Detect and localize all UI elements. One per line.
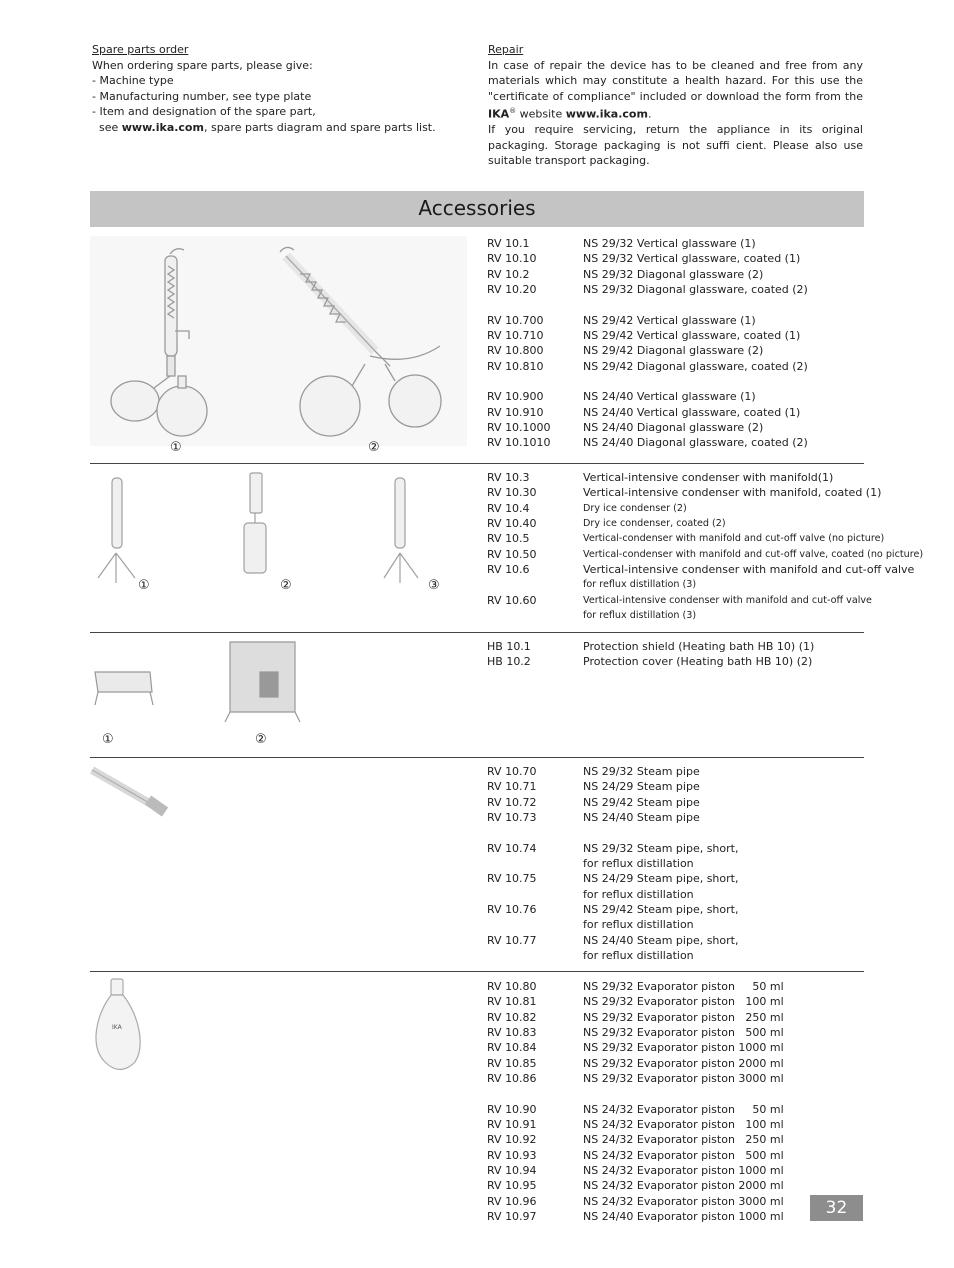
accessory-description: NS 24/40 Steam pipe bbox=[583, 811, 700, 825]
accessory-row bbox=[487, 608, 923, 623]
marker-2: ② bbox=[368, 440, 380, 455]
accessory-description: NS 29/32 Evaporator piston 50 ml bbox=[583, 980, 784, 993]
order-code: RV 10.71 bbox=[487, 780, 537, 794]
order-code: RV 10.4 bbox=[487, 501, 530, 515]
order-code: RV 10.97 bbox=[487, 1210, 537, 1224]
accessory-description: NS 29/32 Evaporator piston 2000 ml bbox=[583, 1056, 784, 1070]
accessory-row bbox=[487, 871, 738, 886]
order-code bbox=[487, 856, 583, 871]
order-code: RV 10.1 bbox=[487, 237, 530, 250]
accessory-description: NS 29/32 Evaporator piston 1000 ml bbox=[583, 1041, 784, 1055]
accessory-description: NS 29/42 Diagonal glassware (2) bbox=[583, 344, 764, 358]
accessory-description: NS 24/32 Evaporator piston 250 ml bbox=[583, 1133, 784, 1147]
order-code: RV 10.91 bbox=[487, 1118, 537, 1132]
accessory-description: NS 29/32 Evaporator piston 500 ml bbox=[583, 1026, 784, 1040]
accessory-row bbox=[487, 267, 808, 282]
marker-1: ① bbox=[170, 440, 182, 455]
accessory-description: Vertical-intensive condenser with manifold and cut-off valve bbox=[583, 594, 872, 606]
registered-mark: ® bbox=[509, 107, 517, 115]
accessory-description: NS 24/29 Steam pipe, short, bbox=[583, 872, 739, 886]
order-code bbox=[487, 887, 583, 902]
order-code: RV 10.900 bbox=[487, 390, 544, 404]
spare-parts-block bbox=[92, 42, 436, 135]
accessory-description: NS 29/32 Steam pipe bbox=[583, 765, 700, 778]
section-protection bbox=[90, 637, 864, 758]
accessories-title: Accessories bbox=[418, 196, 536, 220]
accessory-row bbox=[487, 389, 808, 404]
accessory-row bbox=[487, 282, 808, 297]
order-code: RV 10.76 bbox=[487, 903, 537, 917]
accessory-row bbox=[487, 933, 738, 948]
order-code: RV 10.93 bbox=[487, 1148, 537, 1162]
accessory-description: NS 24/29 Steam pipe bbox=[583, 780, 700, 794]
accessory-row bbox=[487, 485, 923, 500]
order-code: RV 10.710 bbox=[487, 329, 544, 343]
accessory-description: NS 29/42 Diagonal glassware, coated (2) bbox=[583, 359, 808, 373]
accessory-description: Protection shield (Heating bath HB 10) (1) bbox=[583, 640, 815, 653]
order-code: RV 10.85 bbox=[487, 1056, 537, 1070]
accessory-description: for reflux distillation bbox=[583, 949, 694, 963]
accessory-row bbox=[487, 902, 738, 917]
order-code: RV 10.75 bbox=[487, 872, 537, 886]
accessory-description: NS 29/42 Vertical glassware, coated (1) bbox=[583, 329, 801, 343]
accessory-description: NS 29/42 Steam pipe bbox=[583, 795, 700, 809]
order-code: RV 10.5 bbox=[487, 532, 530, 546]
accessory-description: for reflux distillation bbox=[583, 918, 694, 932]
repair-block bbox=[488, 42, 863, 169]
accessory-row bbox=[487, 313, 808, 328]
accessory-description: NS 24/40 Steam pipe, short, bbox=[583, 933, 739, 947]
accessory-row bbox=[487, 420, 808, 435]
accessory-description: Dry ice condenser, coated (2) bbox=[583, 518, 726, 530]
marker-2: ② bbox=[280, 578, 292, 593]
accessory-row bbox=[487, 516, 923, 531]
order-code: HB 10.2 bbox=[487, 655, 531, 669]
ika-brand: IKA bbox=[488, 107, 510, 121]
marker-3: ③ bbox=[428, 578, 440, 593]
order-code: RV 10.86 bbox=[487, 1072, 537, 1086]
accessory-description: Dry ice condenser (2) bbox=[583, 502, 687, 514]
spare-parts-line: - Machine type bbox=[92, 74, 174, 87]
repair-heading: Repair bbox=[488, 43, 524, 56]
order-code: RV 10.72 bbox=[487, 795, 537, 809]
accessory-row bbox=[487, 501, 923, 516]
accessory-row bbox=[487, 1025, 784, 1040]
accessory-description: Vertical-condenser with manifold and cut-off valve (no picture) bbox=[583, 533, 885, 545]
section-steam-pipes bbox=[90, 762, 864, 972]
accessory-row bbox=[487, 1178, 784, 1193]
spare-parts-link[interactable]: www.ika.com bbox=[121, 120, 204, 134]
order-code: RV 10.60 bbox=[487, 593, 537, 607]
evaporator-flask-illustration bbox=[90, 977, 150, 1077]
accessory-description: Vertical-condenser with manifold and cut-off valve, coated (no picture) bbox=[583, 548, 924, 560]
order-code: RV 10.1010 bbox=[487, 436, 551, 450]
accessory-row bbox=[487, 1148, 784, 1163]
accessory-description: for reflux distillation (3) bbox=[583, 610, 697, 622]
accessory-row bbox=[487, 887, 738, 902]
order-code: RV 10.74 bbox=[487, 841, 537, 855]
spare-parts-see: see bbox=[92, 120, 122, 134]
repair-link[interactable]: www.ika.com bbox=[565, 107, 648, 121]
accessory-row bbox=[487, 1102, 784, 1117]
section-divider bbox=[90, 632, 864, 633]
order-code: RV 10.3 bbox=[487, 471, 530, 484]
spare-parts-line: When ordering spare parts, please give: bbox=[92, 58, 313, 72]
order-code: RV 10.1000 bbox=[487, 421, 551, 435]
accessory-description: NS 29/32 Steam pipe, short, bbox=[583, 841, 739, 855]
accessory-description: NS 24/32 Evaporator piston 2000 ml bbox=[583, 1179, 784, 1193]
accessory-row bbox=[487, 856, 738, 871]
order-code: RV 10.70 bbox=[487, 765, 537, 778]
order-code bbox=[487, 917, 583, 932]
order-code: RV 10.82 bbox=[487, 1010, 537, 1024]
accessory-row bbox=[487, 435, 808, 450]
accessory-description: NS 29/42 Vertical glassware (1) bbox=[583, 313, 756, 327]
row-gap bbox=[487, 374, 808, 389]
order-code: RV 10.84 bbox=[487, 1041, 537, 1055]
evaporator-list bbox=[487, 979, 784, 1225]
accessory-row bbox=[487, 562, 923, 577]
page-number: 32 bbox=[810, 1195, 863, 1221]
accessory-description: NS 24/32 Evaporator piston 50 ml bbox=[583, 1102, 784, 1116]
accessory-row bbox=[487, 979, 784, 994]
spare-parts-last-line bbox=[92, 120, 436, 136]
repair-paragraph-2: If you require servicing, return the appliance in its original packaging. Storage packaging is not suffi cient. Please also use suitable transport packaging. bbox=[488, 123, 863, 168]
order-code bbox=[487, 948, 583, 963]
accessory-row bbox=[487, 948, 738, 963]
accessory-description: for reflux distillation bbox=[583, 887, 694, 901]
accessory-row bbox=[487, 1163, 784, 1178]
section-divider bbox=[90, 971, 864, 972]
accessory-description: NS 24/32 Evaporator piston 3000 ml bbox=[583, 1194, 784, 1208]
order-code: RV 10.6 bbox=[487, 563, 530, 577]
glassware-list bbox=[487, 236, 808, 451]
section-divider bbox=[90, 463, 864, 464]
accessory-row bbox=[487, 841, 738, 856]
order-code: RV 10.96 bbox=[487, 1194, 537, 1208]
order-code bbox=[487, 608, 583, 623]
accessory-row bbox=[487, 577, 923, 592]
section-divider bbox=[90, 757, 864, 758]
accessory-row bbox=[487, 1117, 784, 1132]
accessory-description: NS 29/32 Evaporator piston 3000 ml bbox=[583, 1072, 784, 1086]
order-code: RV 10.700 bbox=[487, 313, 544, 327]
section-glassware bbox=[90, 236, 864, 464]
section-condensers bbox=[90, 468, 924, 633]
accessory-description: NS 29/32 Vertical glassware (1) bbox=[583, 237, 756, 250]
order-code: RV 10.30 bbox=[487, 486, 537, 500]
order-code: HB 10.1 bbox=[487, 640, 531, 653]
accessory-row bbox=[487, 531, 923, 546]
accessory-description: NS 29/32 Evaporator piston 250 ml bbox=[583, 1010, 784, 1024]
order-code: RV 10.910 bbox=[487, 405, 544, 419]
protection-list bbox=[487, 639, 814, 670]
flask-label: IKA bbox=[112, 1024, 122, 1031]
row-gap bbox=[487, 825, 738, 840]
accessory-row bbox=[487, 236, 808, 251]
accessories-banner bbox=[90, 191, 864, 227]
accessory-row bbox=[487, 764, 738, 779]
accessory-row bbox=[487, 359, 808, 374]
condenser-list bbox=[487, 470, 923, 623]
accessory-row bbox=[487, 405, 808, 420]
accessory-row bbox=[487, 994, 784, 1009]
accessory-description: NS 24/40 Vertical glassware (1) bbox=[583, 390, 756, 404]
glassware-photo bbox=[90, 236, 467, 455]
order-code: RV 10.81 bbox=[487, 995, 537, 1009]
accessory-row bbox=[487, 328, 808, 343]
accessory-row bbox=[487, 1040, 784, 1055]
order-code: RV 10.800 bbox=[487, 344, 544, 358]
row-gap bbox=[487, 297, 808, 312]
accessory-row bbox=[487, 779, 738, 794]
accessory-row bbox=[487, 1209, 784, 1224]
accessory-row bbox=[487, 795, 738, 810]
repair-paragraph-1 bbox=[488, 58, 863, 123]
order-code: RV 10.94 bbox=[487, 1164, 537, 1178]
accessory-row bbox=[487, 593, 923, 608]
spare-parts-line: - Manufacturing number, see type plate bbox=[92, 89, 312, 103]
spare-parts-heading: Spare parts order bbox=[92, 43, 189, 56]
accessory-description: NS 24/40 Vertical glassware, coated (1) bbox=[583, 405, 801, 419]
order-code: RV 10.810 bbox=[487, 359, 544, 373]
accessory-row bbox=[487, 547, 923, 562]
diagonal-glassware-illustration bbox=[90, 236, 467, 446]
order-code: RV 10.95 bbox=[487, 1179, 537, 1193]
marker-1: ① bbox=[138, 578, 150, 593]
accessory-description: NS 29/32 Vertical glassware, coated (1) bbox=[583, 252, 801, 266]
accessory-row bbox=[487, 1056, 784, 1071]
order-code: RV 10.20 bbox=[487, 283, 537, 297]
accessory-row bbox=[487, 470, 923, 485]
repair-text: In case of repair the device has to be cleaned and free from any materials which may constitute a health hazard. For this use the "certificate of compliance" included or download the form from the bbox=[488, 58, 863, 103]
accessory-description: NS 24/32 Evaporator piston 100 ml bbox=[583, 1118, 784, 1132]
order-code: RV 10.10 bbox=[487, 252, 537, 266]
row-gap bbox=[487, 1086, 784, 1101]
section-evaporator-pistons bbox=[90, 977, 864, 1227]
accessory-row bbox=[487, 1010, 784, 1025]
order-code: RV 10.2 bbox=[487, 267, 530, 281]
accessory-description: NS 29/32 Diagonal glassware (2) bbox=[583, 267, 764, 281]
accessory-description: Vertical-intensive condenser with manifold(1) bbox=[583, 471, 834, 484]
repair-text: website bbox=[516, 107, 566, 121]
accessory-description: NS 24/40 Diagonal glassware, coated (2) bbox=[583, 436, 808, 450]
protection-illustrations bbox=[90, 637, 467, 737]
order-code bbox=[487, 577, 583, 592]
accessory-description: NS 24/32 Evaporator piston 500 ml bbox=[583, 1148, 784, 1162]
marker-2: ② bbox=[255, 732, 267, 747]
order-code: RV 10.90 bbox=[487, 1102, 537, 1116]
order-code: RV 10.40 bbox=[487, 517, 537, 531]
accessory-row bbox=[487, 1132, 784, 1147]
order-code: RV 10.83 bbox=[487, 1026, 537, 1040]
accessory-description: NS 24/32 Evaporator piston 1000 ml bbox=[583, 1164, 784, 1178]
marker-1: ① bbox=[102, 732, 114, 747]
spare-parts-suffix: , spare parts diagram and spare parts list. bbox=[203, 120, 436, 134]
accessory-description: Protection cover (Heating bath HB 10) (2) bbox=[583, 655, 813, 669]
accessory-description: NS 24/40 Evaporator piston 1000 ml bbox=[583, 1210, 784, 1224]
order-code: RV 10.77 bbox=[487, 933, 537, 947]
accessory-description: Vertical-intensive condenser with manifold, coated (1) bbox=[583, 486, 882, 500]
accessory-description: NS 29/32 Evaporator piston 100 ml bbox=[583, 995, 784, 1009]
accessory-description: for reflux distillation (3) bbox=[583, 579, 697, 591]
accessory-row bbox=[487, 810, 738, 825]
accessory-description: Vertical-intensive condenser with manifold and cut-off valve bbox=[583, 563, 915, 577]
accessory-row bbox=[487, 639, 814, 654]
repair-text: . bbox=[647, 107, 652, 121]
accessory-row bbox=[487, 251, 808, 266]
accessory-row bbox=[487, 1194, 784, 1209]
accessory-description: for reflux distillation bbox=[583, 857, 694, 871]
accessory-description: NS 29/32 Diagonal glassware, coated (2) bbox=[583, 283, 808, 297]
steam-pipe-illustration bbox=[90, 762, 210, 822]
accessory-row bbox=[487, 654, 814, 669]
accessory-description: NS 29/42 Steam pipe, short, bbox=[583, 903, 739, 917]
order-code: RV 10.80 bbox=[487, 980, 537, 993]
steam-pipe-list bbox=[487, 764, 738, 963]
spare-parts-line: - Item and designation of the spare part, bbox=[92, 105, 316, 118]
accessory-row bbox=[487, 917, 738, 932]
accessory-row bbox=[487, 343, 808, 358]
accessory-description: NS 24/40 Diagonal glassware (2) bbox=[583, 421, 764, 435]
order-code: RV 10.92 bbox=[487, 1133, 537, 1147]
order-code: RV 10.73 bbox=[487, 811, 537, 825]
order-code: RV 10.50 bbox=[487, 547, 537, 561]
accessory-row bbox=[487, 1071, 784, 1086]
